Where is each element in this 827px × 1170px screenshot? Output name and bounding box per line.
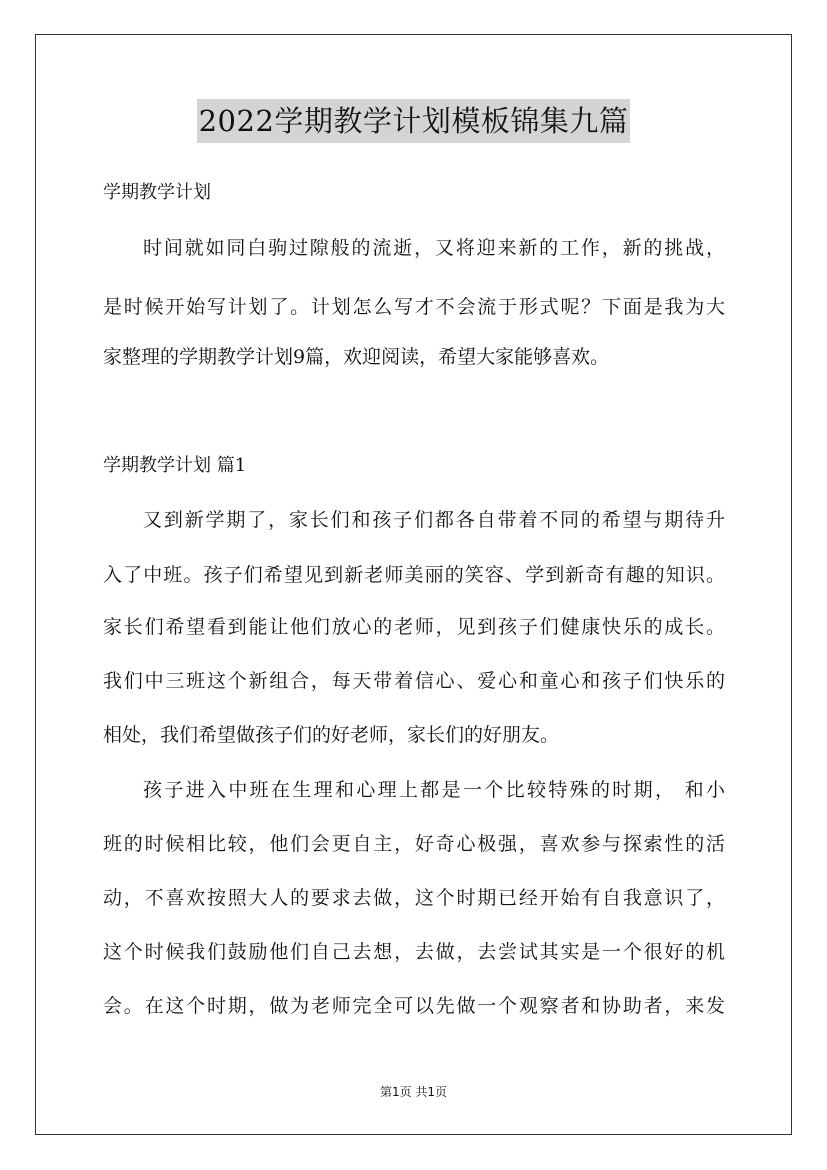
- intro-heading: 学期教学计划: [103, 182, 211, 203]
- intro-line: 是时候开始写计划了。计划怎么写才不会流于形式呢？下面是我为大: [103, 296, 725, 318]
- paragraph-line: 动，不喜欢按照大人的要求去做，这个时期已经开始有自我意识了，: [103, 887, 725, 909]
- paragraph-line: 又到新学期了，家长们和孩子们都各自带着不同的希望与期待升: [143, 509, 725, 531]
- intro-line: 家整理的学期教学计划9篇，欢迎阅读，希望大家能够喜欢。: [103, 346, 610, 368]
- section-heading: 学期教学计划 篇1: [103, 455, 247, 476]
- intro-line: 时间就如同白驹过隙般的流逝，又将迎来新的工作，新的挑战，: [143, 237, 725, 259]
- title-container: [0, 99, 827, 143]
- paragraph-line: 家长们希望看到能让他们放心的老师，见到孩子们健康快乐的成长。: [103, 616, 725, 638]
- paragraph-line: 相处，我们希望做孩子们的好老师，家长们的好朋友。: [103, 724, 560, 746]
- paragraph-line: 会。在这个时期，做为老师完全可以先做一个观察者和协助者，来发: [103, 995, 725, 1017]
- page-number: 第1页 共1页: [379, 1085, 448, 1099]
- document-title: 2022学期教学计划模板锦集九篇: [197, 99, 631, 143]
- paragraph-line: 入了中班。孩子们希望见到新老师美丽的笑容、学到新奇有趣的知识。: [103, 564, 725, 586]
- paragraph-line: 孩子进入中班在生理和心理上都是一个比较特殊的时期， 和小: [143, 779, 725, 801]
- paragraph-line: 我们中三班这个新组合，每天带着信心、爱心和童心和孩子们快乐的: [103, 670, 725, 692]
- paragraph-line: 班的时候相比较，他们会更自主，好奇心极强，喜欢参与探索性的活: [103, 833, 725, 855]
- paragraph-line: 这个时候我们鼓励他们自己去想，去做，去尝试其实是一个很好的机: [103, 941, 725, 963]
